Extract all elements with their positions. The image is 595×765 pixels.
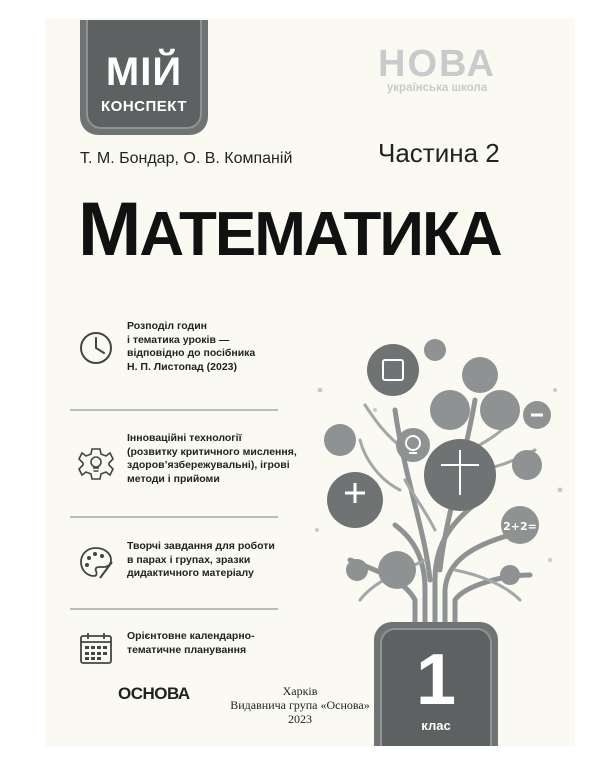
- nush-subtitle: українська школа: [386, 82, 488, 94]
- calendar-icon: [78, 630, 114, 666]
- grade-number: 1: [415, 640, 457, 720]
- grade-label: клас: [421, 718, 451, 733]
- feature-line: Орієнтовне календарно-: [127, 630, 255, 642]
- divider: [70, 516, 278, 518]
- feature-line: Н. П. Листопад (2023): [127, 360, 237, 373]
- feature-line: і тематика уроків —: [127, 333, 230, 346]
- publisher-logo: ОСНОВА: [118, 684, 190, 703]
- grade-badge-inner: [380, 628, 492, 746]
- series-title: МІЙ: [105, 50, 183, 94]
- authors: Т. М. Бондар, О. В. Компаній: [80, 150, 293, 167]
- feature-line: (розвитку критичного мислення,: [127, 445, 297, 458]
- feature-text: [127, 630, 302, 657]
- feature-line: Інноваційні технології: [127, 432, 242, 444]
- feature-line: в парах і групах, зразки: [127, 553, 251, 566]
- feature-line: Розподіл годин: [127, 320, 207, 332]
- part-label: Частина 2: [378, 138, 500, 168]
- imprint-publisher: Видавнича група «Основа»: [230, 698, 370, 712]
- divider: [70, 608, 278, 610]
- feature-text: [127, 540, 302, 581]
- feature-line: відповідно до посібника: [127, 347, 256, 359]
- nush-title: НОВА: [378, 43, 496, 85]
- imprint-year: 2023: [288, 712, 312, 726]
- feature-line: Творчі завдання для роботи: [127, 540, 275, 552]
- tree-formula: 2+2=: [503, 520, 537, 533]
- gear-lightbulb-icon: [78, 446, 114, 482]
- imprint-city: Харків: [282, 684, 318, 698]
- series-subtitle: КОНСПЕКТ: [101, 98, 187, 115]
- palette-icon: [78, 544, 114, 580]
- feature-line: дидактичного матеріалу: [127, 567, 254, 579]
- book-title-rest: АТЕМАТИКА: [139, 200, 501, 269]
- feature-line: методи і прийоми: [127, 472, 220, 485]
- clock-icon: [78, 330, 114, 366]
- feature-line: тематичне планування: [127, 643, 247, 656]
- feature-text: [127, 432, 302, 486]
- feature-text: [127, 320, 302, 374]
- nush-logo: [362, 44, 512, 94]
- book-title-first: М: [78, 187, 140, 272]
- book-title: [78, 187, 501, 275]
- feature-line: здоров’язбережувальні), ігрові: [127, 459, 290, 471]
- series-badge-inner: [86, 20, 202, 129]
- divider: [70, 409, 278, 411]
- imprint: [220, 684, 380, 726]
- grade-badge: [374, 622, 498, 746]
- series-badge: [80, 20, 208, 135]
- knowledge-tree-icon: [305, 330, 575, 660]
